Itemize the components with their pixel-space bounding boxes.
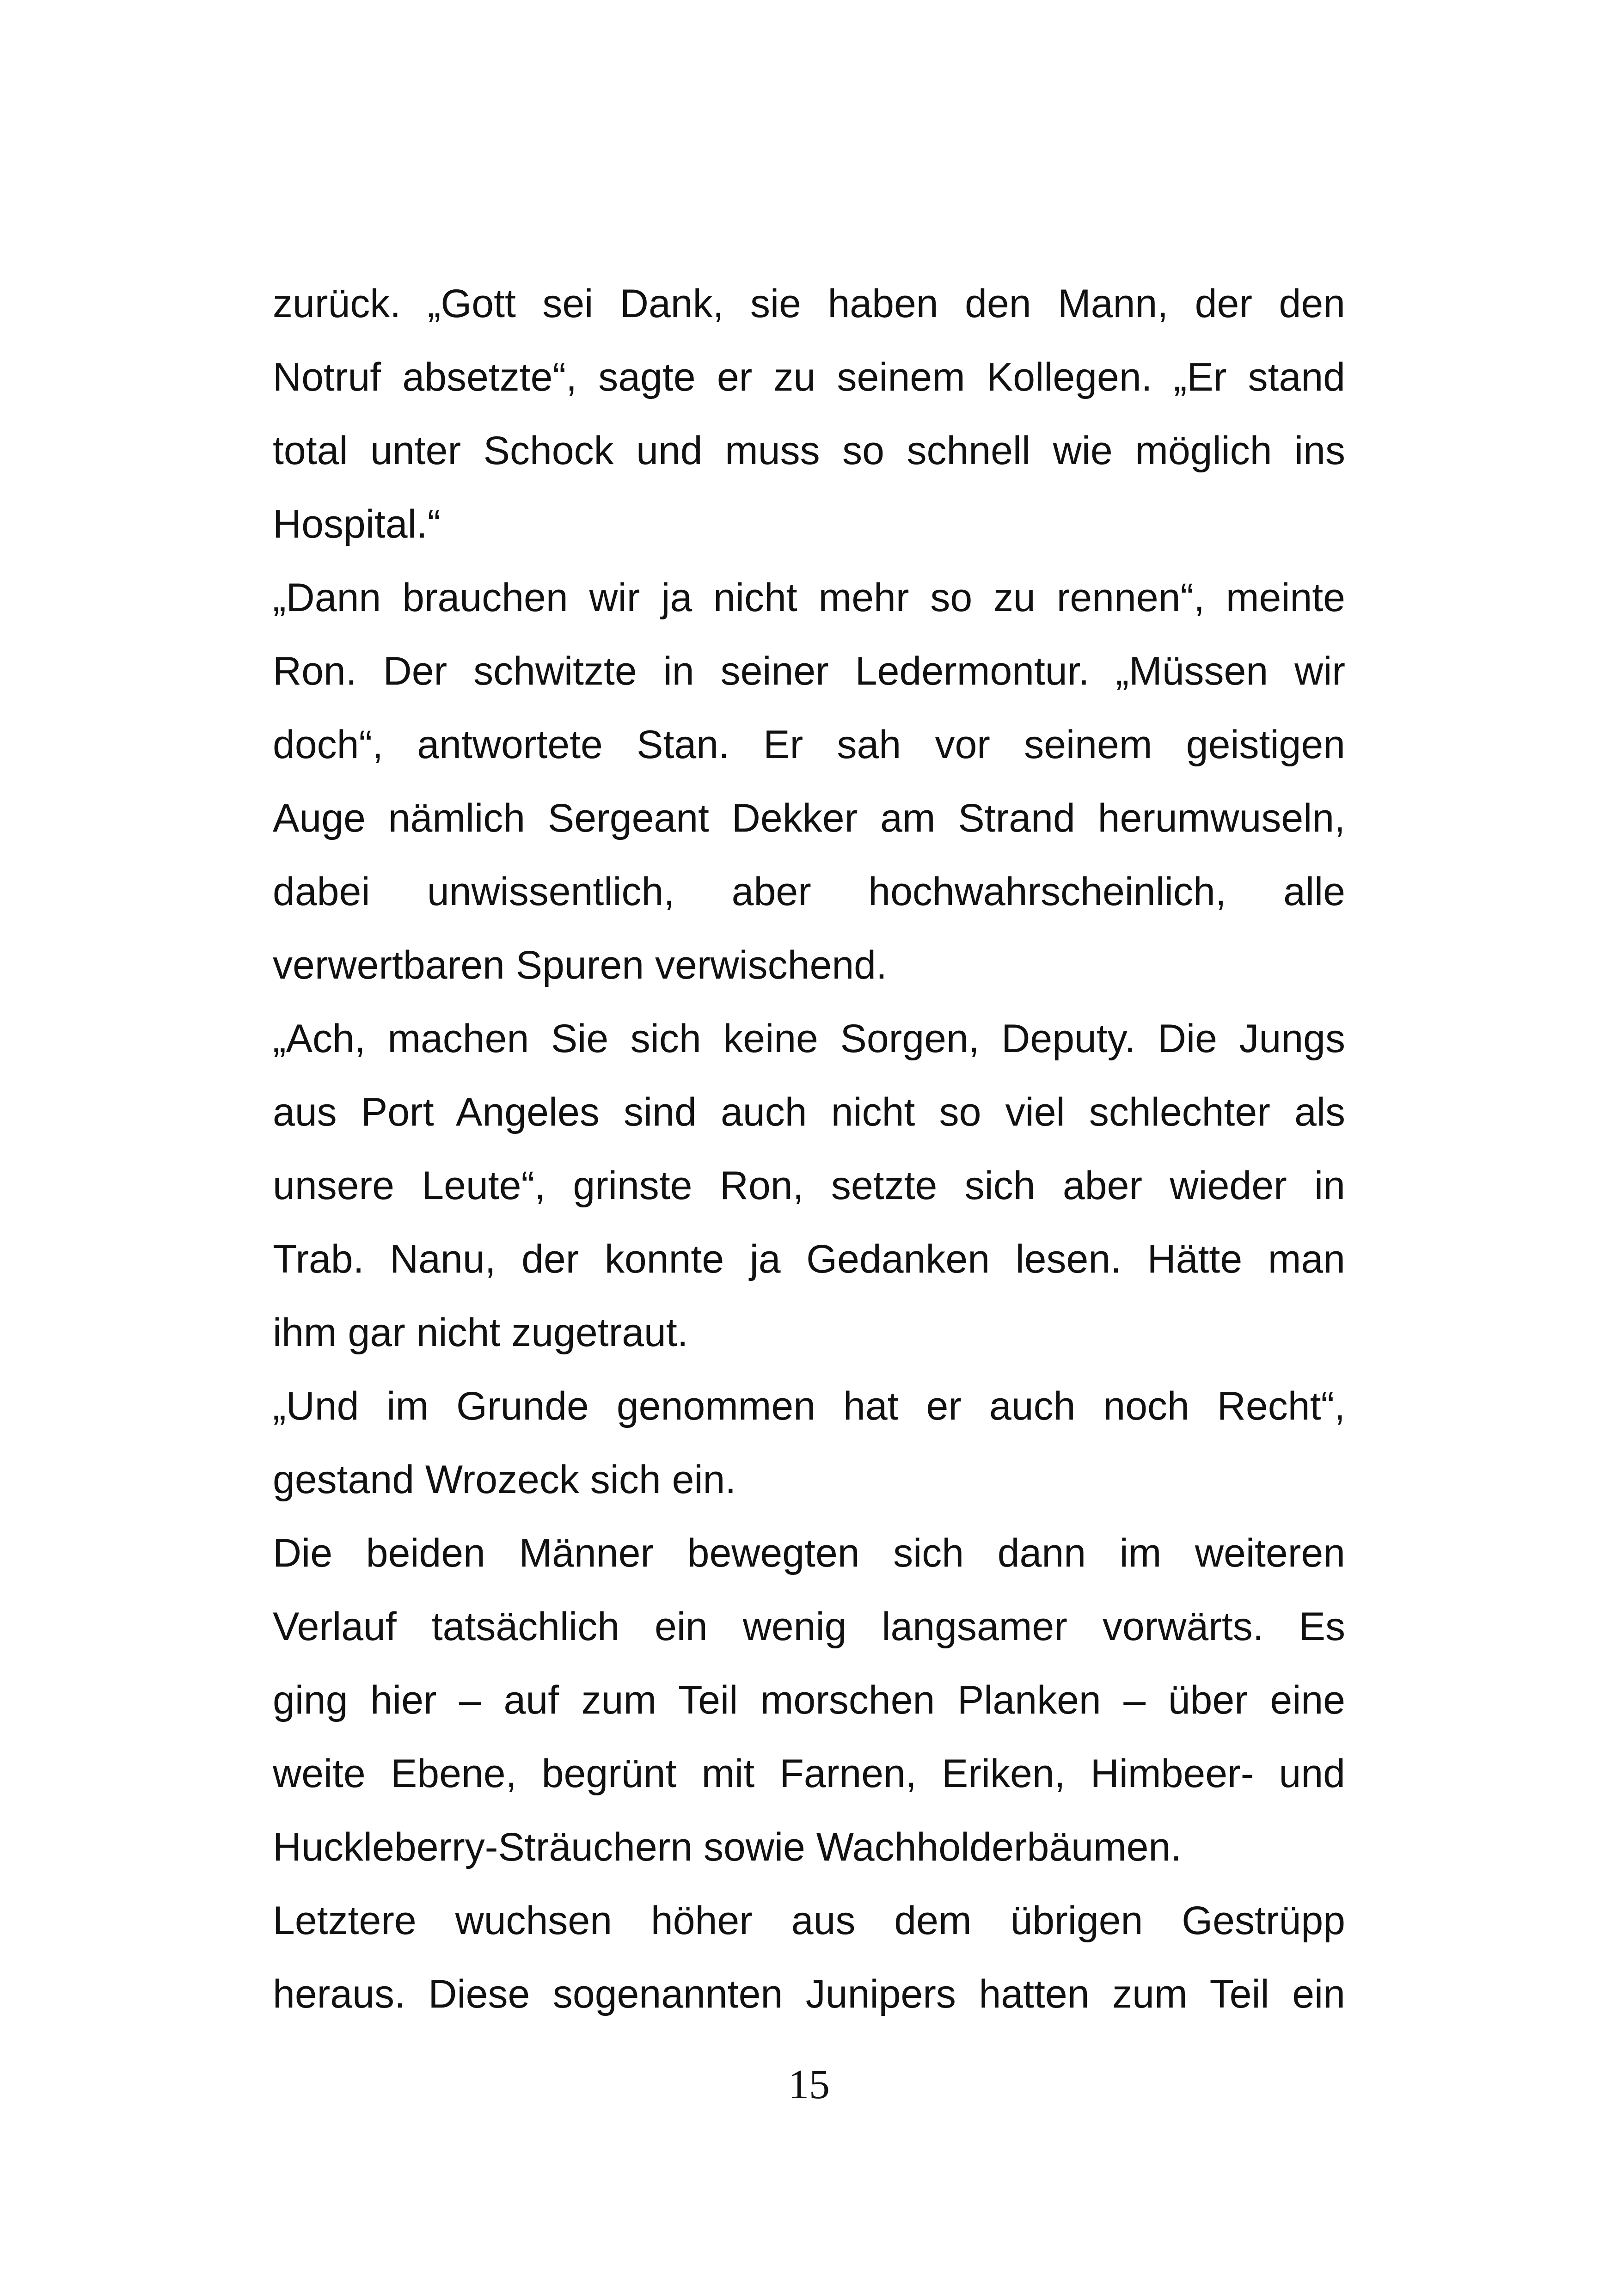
text-line: Huckleberry-Sträuchern sowie Wachholderbäumen.	[273, 1825, 1182, 1869]
text-line: Ron. Der schwitzte in seiner Ledermontur. „Müssen wir	[273, 649, 1345, 693]
text-line: Auge nämlich Sergeant Dekker am Strand herumwuseln,	[273, 796, 1345, 840]
page-number: 15	[788, 2062, 830, 2107]
text-line: unsere Leute“, grinste Ron, setzte sich aber wieder in	[273, 1163, 1345, 1208]
text-line: Hospital.“	[273, 502, 441, 546]
text-line: Notruf absetzte“, sagte er zu seinem Kollegen. „Er stand	[273, 355, 1345, 399]
text-line: ging hier – auf zum Teil morschen Planken – über eine	[273, 1678, 1345, 1722]
text-line: verwertbaren Spuren verwischend.	[273, 943, 887, 987]
text-line: zurück. „Gott sei Dank, sie haben den Mann, der den	[273, 282, 1345, 326]
body-text	[273, 267, 1345, 2031]
text-line: dabei unwissentlich, aber hochwahrscheinlich, alle	[273, 869, 1345, 914]
text-line: Trab. Nanu, der konnte ja Gedanken lesen. Hätte man	[273, 1237, 1345, 1281]
text-line: ihm gar nicht zugetraut.	[273, 1310, 688, 1355]
text-line: „Und im Grunde genommen hat er auch noch Recht“,	[273, 1384, 1345, 1428]
text-line: Die beiden Männer bewegten sich dann im weiteren	[273, 1531, 1345, 1575]
text-line: doch“, antwortete Stan. Er sah vor seinem geistigen	[273, 722, 1345, 767]
text-line: „Dann brauchen wir ja nicht mehr so zu rennen“, meinte	[273, 576, 1345, 620]
text-line: Verlauf tatsächlich ein wenig langsamer vorwärts. Es	[273, 1604, 1345, 1649]
text-line: Letztere wuchsen höher aus dem übrigen Gestrüpp	[273, 1898, 1345, 1943]
text-line: gestand Wrozeck sich ein.	[273, 1457, 736, 1502]
text-line: weite Ebene, begrünt mit Farnen, Eriken, Himbeer- und	[273, 1751, 1345, 1796]
text-line: „Ach, machen Sie sich keine Sorgen, Deputy. Die Jungs	[273, 1016, 1345, 1061]
text-line: aus Port Angeles sind auch nicht so viel schlechter als	[273, 1090, 1345, 1134]
text-line: heraus. Diese sogenannten Junipers hatten zum Teil ein	[273, 1972, 1345, 2016]
text-line: total unter Schock und muss so schnell wie möglich ins	[273, 429, 1345, 473]
